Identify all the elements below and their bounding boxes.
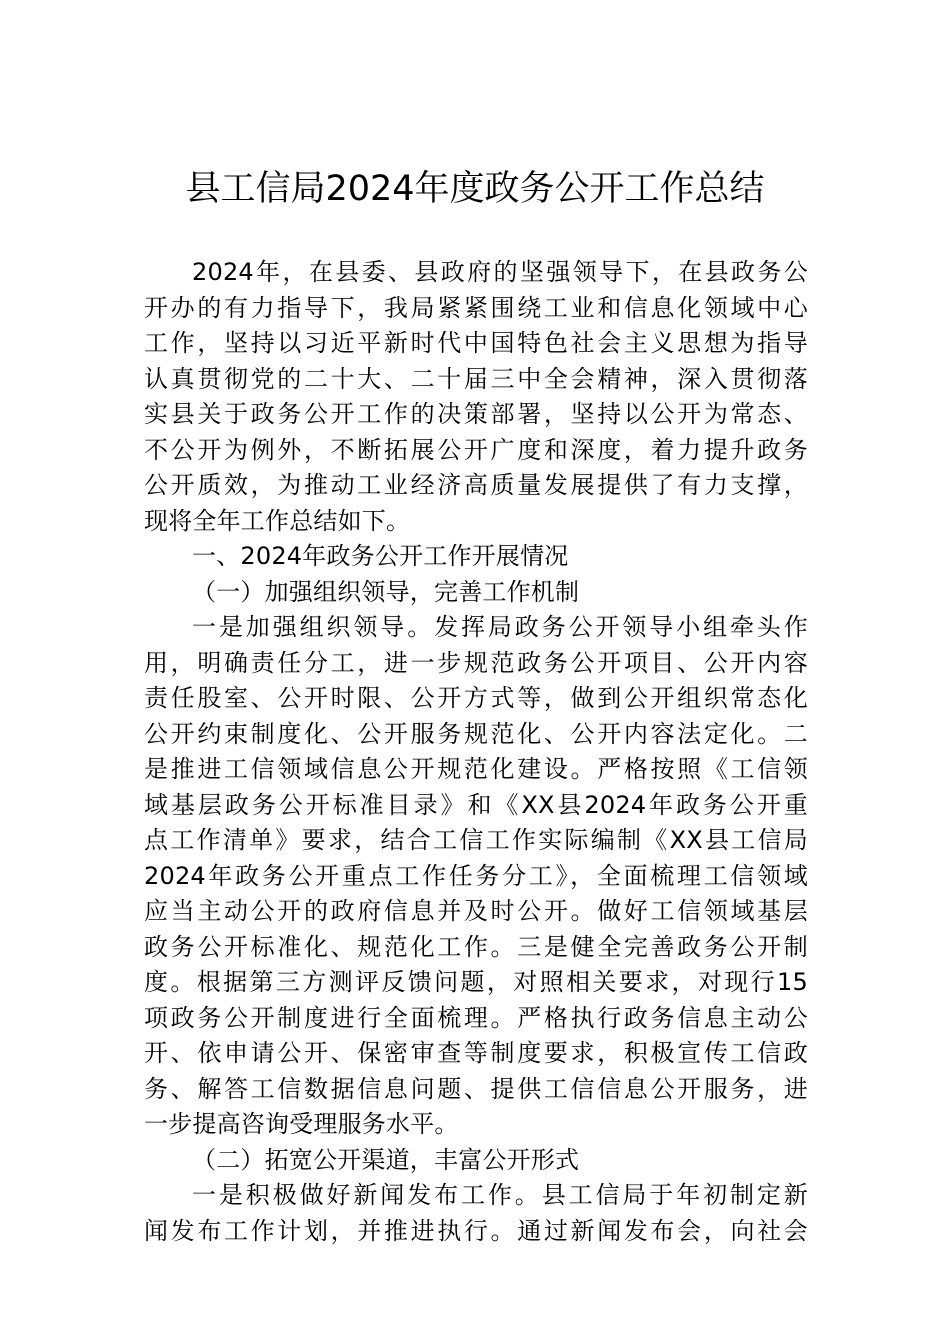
paragraph-line: 用，明确责任分工，进一步规范政务公开项目、公开内容	[144, 648, 808, 677]
paragraph-line: 开办的有力指导下，我局紧紧围绕工业和信息化领域中心	[144, 293, 808, 322]
paragraph-line: 认真贯彻党的二十大、二十届三中全会精神，深入贯彻落	[144, 364, 808, 393]
document-title: 县工信局2024年度政务公开工作总结	[185, 169, 765, 209]
paragraph-line: 责任股室、公开时限、公开方式等，做到公开组织常态化	[144, 684, 808, 712]
paragraph-line: 工作，坚持以习近平新时代中国特色社会主义思想为指导	[144, 329, 808, 357]
paragraph-line: 2024年，在县委、县政府的坚强领导下，在县政务公	[192, 258, 808, 286]
paragraph-line: 公开约束制度化、公开服务规范化、公开内容法定化。二	[144, 719, 808, 748]
paragraph-line: 公开质效，为推动工业经济高质量发展提供了有力支撑，	[144, 471, 808, 499]
paragraph-line: 开、依申请公开、保密审查等制度要求，积极宣传工信政	[144, 1039, 808, 1067]
paragraph-line: 域基层政务公开标准目录》和《XX县2024年政务公开重	[144, 790, 808, 819]
paragraph-line: 点工作清单》要求，结合工信工作实际编制《XX县工信局	[144, 826, 808, 854]
paragraph-line: 务、解答工信数据信息问题、提供工信信息公开服务，进	[144, 1074, 808, 1103]
paragraph-line: 是推进工信领域信息公开规范化建设。严格按照《工信领	[144, 755, 808, 783]
paragraph-line: 一是加强组织领导。发挥局政务公开领导小组牵头作	[192, 613, 808, 641]
paragraph-line: 政务公开标准化、规范化工作。三是健全完善政务公开制	[144, 932, 808, 961]
subsection-heading: （一）加强组织领导，完善工作机制	[192, 577, 580, 606]
paragraph-line: 一步提高咨询受理服务水平。	[144, 1110, 459, 1138]
paragraph-line: 实县关于政务公开工作的决策部署，坚持以公开为常态、	[144, 400, 808, 428]
paragraph-line: 度。根据第三方测评反馈问题，对照相关要求，对现行15	[144, 968, 808, 996]
section-heading: 一、2024年政务公开工作开展情况	[192, 542, 569, 570]
paragraph-line: 现将全年工作总结如下。	[144, 506, 411, 535]
paragraph-line: 一是积极做好新闻发布工作。县工信局于年初制定新	[192, 1181, 808, 1209]
paragraph-line: 不公开为例外，不断拓展公开广度和深度，着力提升政务	[144, 435, 808, 464]
paragraph-line: 2024年政务公开重点工作任务分工》，全面梳理工信领域	[144, 861, 808, 890]
paragraph-line: 闻发布工作计划，并推进执行。通过新闻发布会，向社会	[144, 1216, 808, 1245]
paragraph-line: 应当主动公开的政府信息并及时公开。做好工信领域基层	[144, 897, 808, 925]
document-body	[144, 255, 808, 1249]
paragraph-line: 项政务公开制度进行全面梳理。严格执行政务信息主动公	[144, 1003, 808, 1032]
subsection-heading: （二）拓宽公开渠道，丰富公开形式	[192, 1145, 580, 1174]
